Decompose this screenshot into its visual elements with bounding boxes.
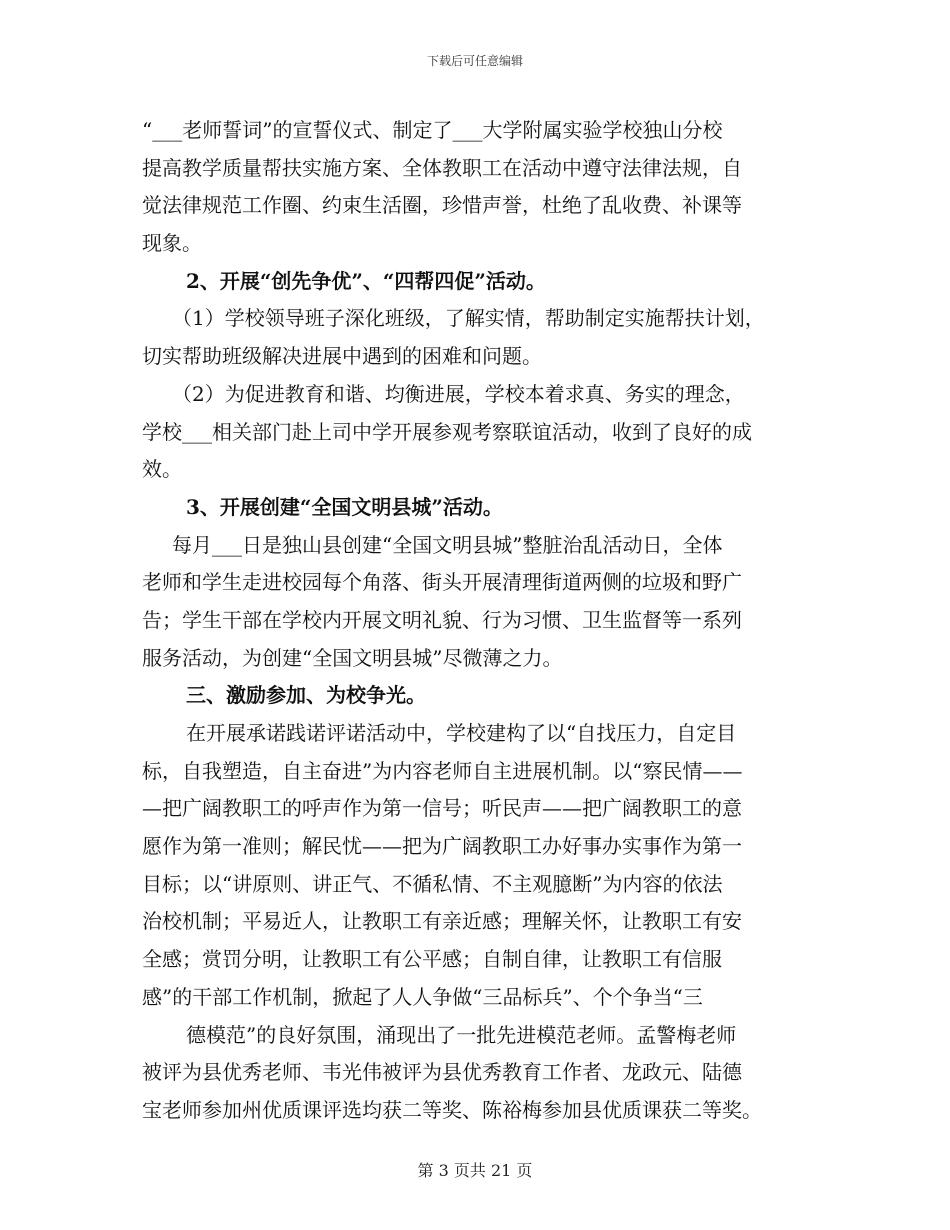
- text-line: 目标；以“讲原则、讲正气、不循私情、不主观臆断”为内容的依法: [142, 871, 723, 896]
- text-line: 老师和学生走进校园每个角落、街头开展清理街道两侧的垃圾和野广: [142, 570, 742, 595]
- text-line: 切实帮助班级解决进展中遇到的困难和问题。: [142, 344, 542, 369]
- document-body: [142, 112, 822, 1130]
- section-heading: 3、开展创建“全国文明县城”活动。: [186, 494, 503, 519]
- text-line: 学校___相关部门赴上司中学开展参观考察联谊活动，收到了良好的成: [142, 419, 752, 444]
- text-line: 治校机制；平易近人，让教职工有亲近感；理解关怀，让教职工有安: [142, 909, 742, 934]
- text-line: 被评为县优秀老师、韦光伟被评为县优秀教育工作者、龙政元、陆德: [142, 1060, 742, 1085]
- text-line: —把广阔教职工的呼声作为第一信号；听民声——把广阔教职工的意: [142, 796, 742, 821]
- page-header: 下载后可任意编辑: [426, 54, 523, 68]
- text-line: 愿作为第一准则；解民忧——把为广阔教职工办好事办实事作为第一: [142, 834, 742, 859]
- text-line: “___老师誓词”的宣誓仪式、制定了___大学附属实验学校独山分校: [142, 118, 723, 142]
- text-line: 宝老师参加州优质课评选均获二等奖、陈裕梅参加县优质课获二等奖。: [142, 1097, 762, 1122]
- page-footer: 第 3 页共 21 页: [417, 1161, 533, 1180]
- text-line: 服务活动，为创建“全国文明县城”尽微薄之力。: [142, 645, 563, 670]
- text-line: 告；学生干部在学校内开展文明礼貌、行为习惯、卫生监督等一系列: [142, 607, 742, 632]
- text-line: 现象。: [142, 231, 202, 256]
- section-heading: 三、激励参加、为校争光。: [186, 683, 426, 708]
- text-line: 德模范”的良好氛围，涌现出了一批先进模范老师。孟警梅老师: [186, 1022, 737, 1047]
- text-line: 提高教学质量帮扶实施方案、全体教职工在活动中遵守法律法规，自: [142, 155, 742, 180]
- text-line: （1）学校领导班子深化班级，了解实情，帮助制定实施帮扶计划，: [172, 306, 765, 331]
- text-line: 标，自我塑造，自主奋进”为内容老师自主进展机制。以“察民情——: [142, 758, 743, 783]
- text-line: 觉法律规范工作圈、约束生活圈，珍惜声誉，杜绝了乱收费、补课等: [142, 193, 742, 218]
- text-line: （2）为促进教育和谐、均衡进展，学校本着求真、务实的理念，: [172, 381, 745, 406]
- text-line: 全感；赏罚分明，让教职工有公平感；自制自律，让教职工有信服: [142, 947, 722, 972]
- text-line: 感”的干部工作机制，掀起了人人争做“三品标兵”、个个争当“三: [142, 984, 703, 1009]
- section-heading: 2、开展“创先争优”、“四帮四促”活动。: [186, 268, 546, 293]
- text-line: 在开展承诺践诺评诺活动中，学校建构了以“自找压力，自定目: [186, 721, 737, 745]
- text-line: 效。: [142, 457, 182, 482]
- text-line: 每月___日是独山县创建“全国文明县城”整脏治乱活动日，全体: [172, 532, 723, 557]
